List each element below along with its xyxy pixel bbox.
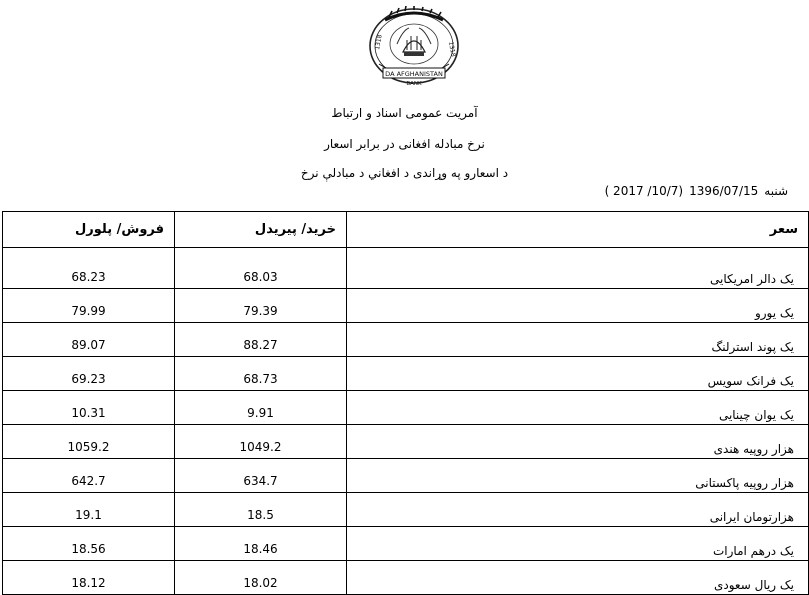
seal-bottom-text: BANK	[406, 81, 422, 87]
buy-value: 68.03	[175, 248, 347, 289]
seal-year-left: 1318	[374, 34, 384, 51]
table-row	[3, 248, 809, 289]
header-sell: فروش/ پلورل	[3, 212, 175, 248]
date-gregorian: ( 2017 /10/7)	[604, 184, 684, 198]
table-header-row	[3, 212, 809, 248]
sell-value: 19.1	[3, 493, 175, 527]
buy-value: 88.27	[175, 323, 347, 357]
table-row	[3, 459, 809, 493]
date-day: شنبه	[764, 184, 788, 198]
header-currency: سعر	[347, 212, 809, 248]
sell-value: 1059.2	[3, 425, 175, 459]
header-title-dari: نرخ مبادله افغانی در برابر اسعار	[324, 137, 485, 151]
table-row	[3, 425, 809, 459]
currency-name: هزار روپیه پاکستانی	[347, 459, 809, 493]
table-row	[3, 357, 809, 391]
sell-value: 18.12	[3, 561, 175, 595]
sell-value: 69.23	[3, 357, 175, 391]
buy-value: 18.5	[175, 493, 347, 527]
currency-name: یک درهم امارات	[347, 527, 809, 561]
buy-value: 1049.2	[175, 425, 347, 459]
buy-value: 79.39	[175, 289, 347, 323]
header-buy: خرید/ پیریدل	[175, 212, 347, 248]
buy-value: 18.02	[175, 561, 347, 595]
bank-seal-logo	[359, 6, 469, 88]
table-row	[3, 527, 809, 561]
currency-name: یک فرانک سویس	[347, 357, 809, 391]
seal-year-right: 1318	[447, 41, 457, 58]
currency-name: یک ریال سعودی	[347, 561, 809, 595]
currency-name: یک دالر امریکایی	[347, 248, 809, 289]
buy-value: 68.73	[175, 357, 347, 391]
currency-name: یک یورو	[347, 289, 809, 323]
currency-name: یک یوان چینایی	[347, 391, 809, 425]
sell-value: 642.7	[3, 459, 175, 493]
table-row	[3, 323, 809, 357]
date-line	[605, 184, 788, 198]
table-row	[3, 391, 809, 425]
seal-band-text: DA AFGHANISTAN	[385, 70, 443, 78]
date-solar: 1396/07/15	[689, 184, 759, 198]
table-row	[3, 561, 809, 595]
buy-value: 18.46	[175, 527, 347, 561]
buy-value: 634.7	[175, 459, 347, 493]
header-department: آمریت عمومی اسناد و ارتباط	[331, 106, 478, 120]
table-row	[3, 289, 809, 323]
sell-value: 68.23	[3, 248, 175, 289]
sell-value: 10.31	[3, 391, 175, 425]
currency-name: هزار روپیه هندی	[347, 425, 809, 459]
exchange-rate-table	[2, 211, 809, 595]
table-row	[3, 493, 809, 527]
currency-name: هزارتومان ایرانی	[347, 493, 809, 527]
sell-value: 79.99	[3, 289, 175, 323]
header-title-pashto: د اسعارو په وړاندی د افغاني د مبادلې نرخ	[300, 166, 509, 180]
sell-value: 89.07	[3, 323, 175, 357]
buy-value: 9.91	[175, 391, 347, 425]
sell-value: 18.56	[3, 527, 175, 561]
currency-name: یک پوند استرلنگ	[347, 323, 809, 357]
